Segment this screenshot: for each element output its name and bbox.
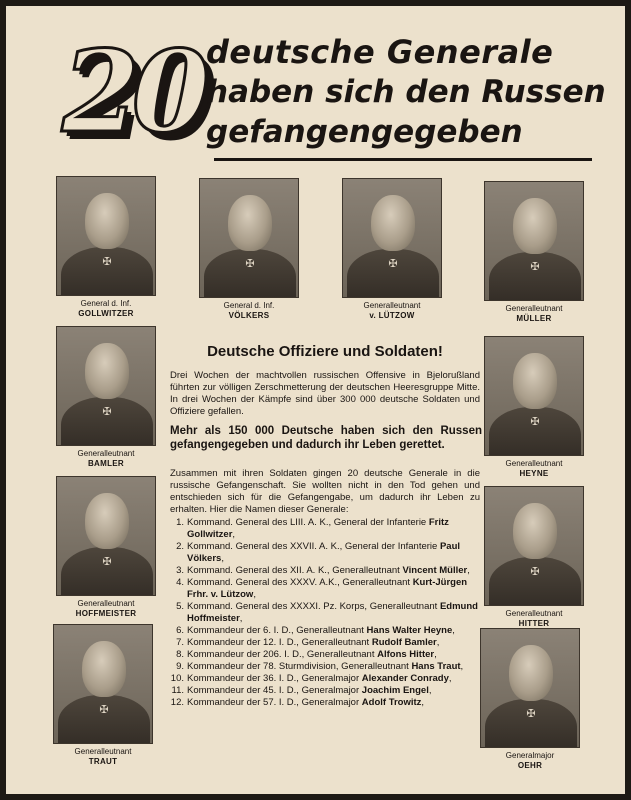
portrait-name: BAMLER xyxy=(87,459,125,468)
portrait-photo: ✠ xyxy=(56,176,156,296)
headline-line-1: deutsche Generale xyxy=(206,33,554,71)
portrait-name: TRAUT xyxy=(88,757,118,766)
leaflet-page xyxy=(6,6,625,794)
portrait-photo: ✠ xyxy=(480,628,580,748)
list-item: 1. Kommand. General des LIII. A. K., General der Infanterie Fritz Gollwitzer, xyxy=(176,517,449,540)
list-item: 9. Kommandeur der 78. Sturmdivision, Generalleutnant Hans Traut, xyxy=(176,661,464,672)
portrait-rank: Generalleutnant xyxy=(505,609,563,618)
portrait-photo: ✠ xyxy=(484,336,584,456)
portrait-heyne xyxy=(484,336,584,479)
portrait-photo: ✠ xyxy=(484,181,584,301)
portrait-rank: Generalleutnant xyxy=(77,449,135,458)
generals-list xyxy=(170,517,482,709)
list-item: 5. Kommand. General des XXXXI. Pz. Korps, Generalleutnant Edmund Hoffmeister, xyxy=(176,601,478,624)
portrait-photo: ✠ xyxy=(53,624,153,744)
portrait-name: v. LÜTZOW xyxy=(369,311,415,320)
portrait-name: GOLLWITZER xyxy=(78,309,134,318)
portrait-photo: ✠ xyxy=(56,326,156,446)
portrait-gollwitzer xyxy=(56,176,156,319)
list-item: 6. Kommandeur der 6. I. D., Generalleutnant Hans Walter Heyne, xyxy=(176,625,455,636)
portrait-photo: ✠ xyxy=(342,178,442,298)
portrait-rank: Generalleutnant xyxy=(505,459,563,468)
portrait-rank: General d. Inf. xyxy=(223,301,275,310)
portrait-rank: General d. Inf. xyxy=(80,299,132,308)
headline-underline xyxy=(214,158,592,161)
list-item: 2. Kommand. General des XXVII. A. K., General der Infanterie Paul Völkers, xyxy=(176,541,461,564)
portrait-rank: Generalmajor xyxy=(505,751,555,760)
portrait-traut xyxy=(53,624,153,767)
list-item: 3. Kommand. General des XII. A. K., Generalleutnant Vincent Müller, xyxy=(176,565,470,576)
portrait-mueller xyxy=(484,181,584,324)
portrait-voelkers xyxy=(199,178,299,321)
portrait-rank: Generalleutnant xyxy=(363,301,421,310)
headline-line-2: haben sich den Russen xyxy=(206,74,606,110)
list-item: 7. Kommandeur der 12. I. D., Generalleutnant Rudolf Bamler, xyxy=(176,637,440,648)
portrait-name: VÖLKERS xyxy=(228,311,270,320)
portrait-name: HEYNE xyxy=(519,469,549,478)
appeal-title: Deutsche Offiziere und Soldaten! xyxy=(207,343,443,360)
headline-number: 20 xyxy=(62,27,202,158)
portrait-name: HITTER xyxy=(518,619,550,628)
portrait-photo: ✠ xyxy=(56,476,156,596)
headline-line-3: gefangengegeben xyxy=(206,114,523,150)
portrait-name: MÜLLER xyxy=(516,314,552,323)
portrait-rank: Generalleutnant xyxy=(505,304,563,313)
portrait-bamler xyxy=(56,326,156,469)
portrait-photo: ✠ xyxy=(484,486,584,606)
list-item: 12. Kommandeur der 57. I. D., Generalmajor Adolf Trowitz, xyxy=(170,697,425,708)
appeal-paragraph-3: Zusammen mit ihren Soldaten gingen 20 deutsche Generale in die russische Gefangenschaft. Sie wollten nicht in den Tod gehen und entschieden sich für die Gefangengabe, um dadurch ihr Leben zu erhalten. Hier die Namen dieser Generale: xyxy=(170,468,480,515)
list-item: 10. Kommandeur der 36. I. D., Generalmajor Alexander Conrady, xyxy=(170,673,452,684)
portrait-hoffmeister xyxy=(56,476,156,619)
portrait-hitter xyxy=(484,486,584,629)
appeal-paragraph-2: Mehr als 150 000 Deutsche haben sich den Russen gefangengegeben und dadurch ihr Leben gerettet. xyxy=(170,425,482,451)
appeal-paragraph-1: Drei Wochen der machtvollen russischen Offensive in Bjelorußland führten zur völligen Zerschmetterung der deutschen Heeresgruppe Mitte. In drei Wochen der Kämpfe sind über 300 000 deutsche Soldaten und Offiziere gefallen. xyxy=(170,370,480,417)
portrait-name: HOFFMEISTER xyxy=(75,609,137,618)
list-item: 8. Kommandeur der 206. I. D., Generalleutnant Alfons Hitter, xyxy=(176,649,437,660)
portrait-rank: Generalleutnant xyxy=(74,747,132,756)
portrait-luetzow xyxy=(342,178,442,321)
portrait-rank: Generalleutnant xyxy=(77,599,135,608)
list-item: 4. Kommand. General des XXXV. A.K., Generalleutnant Kurt-Jürgen Frhr. v. Lützow, xyxy=(176,577,468,600)
portrait-photo: ✠ xyxy=(199,178,299,298)
list-item: 11. Kommandeur der 45. I. D., Generalmajor Joachim Engel, xyxy=(171,685,432,696)
portrait-oehr xyxy=(480,628,580,771)
portrait-name: OEHR xyxy=(517,761,543,770)
